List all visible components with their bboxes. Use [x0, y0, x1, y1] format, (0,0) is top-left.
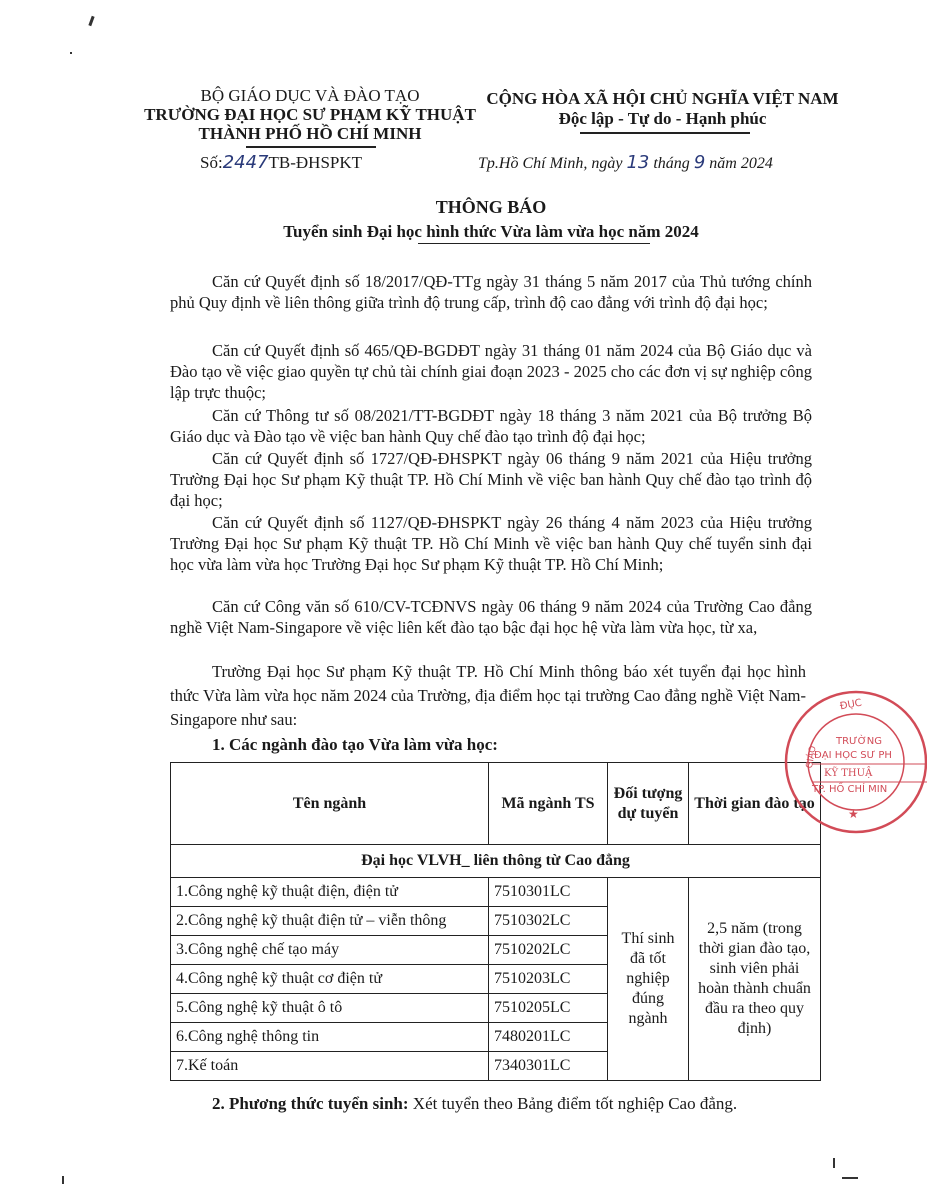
table-row [171, 878, 821, 907]
issue-date [478, 152, 773, 173]
program-name: 4.Công nghệ kỹ thuật cơ điện tử [171, 965, 489, 994]
scan-speck [833, 1158, 835, 1168]
notice-subtitle: Tuyển sinh Đại học hình thức Vừa làm vừa học năm 2024 [283, 222, 699, 241]
school-name-line2: THÀNH PHỐ HỒ CHÍ MINH [198, 124, 422, 143]
doc-no-prefix: Số: [200, 153, 223, 172]
date-month: 9 [693, 152, 706, 173]
legal-basis-5: Căn cứ Quyết định số 1127/QĐ-ĐHSPKT ngày 26 tháng 4 năm 2023 của Hiệu trưởng Trường Đại học Sư phạm Kỹ thuật TP. Hồ Chí Minh về việc ban hành Quy chế tuyển sinh đại học vừa làm vừa học Trường Đại học Sư phạm Kỹ thuật TP. Hồ Chí Minh; [170, 513, 812, 575]
official-stamp [778, 686, 927, 836]
header-program-code: Mã ngành TS [489, 763, 608, 845]
stamp-star-icon: ★ [848, 807, 859, 821]
header-duration: Thời gian đào tạo [689, 763, 821, 845]
program-name: 5.Công nghệ kỹ thuật ô tô [171, 994, 489, 1023]
section2-heading: 2. Phương thức tuyển sinh: [212, 1094, 409, 1113]
header-left-rule [246, 146, 376, 148]
table-header-row [171, 763, 821, 845]
duration-cell: 2,5 năm (trong thời gian đào tạo, sinh viên phải hoàn thành chuẩn đầu ra theo quy định) [689, 878, 821, 1081]
stamp-line3: KỸ THUẬ [824, 768, 873, 779]
target-cell: Thí sinh đã tốt nghiệp đúng ngành [608, 878, 689, 1081]
legal-basis-1: Căn cứ Quyết định số 18/2017/QĐ-TTg ngày 31 tháng 5 năm 2017 của Thủ tướng chính phủ Quy định về liên thông giữa trình độ trung cấp, trình độ cao đẳng với trình độ đại học; [170, 272, 812, 313]
program-code: 7510302LC [489, 907, 608, 936]
date-mid: tháng [653, 155, 690, 172]
program-table [170, 762, 821, 1081]
notice-title: THÔNG BÁO [435, 197, 547, 217]
program-code: 7510301LC [489, 878, 608, 907]
program-name: 1.Công nghệ kỹ thuật điện, điện tử [171, 878, 489, 907]
nation-motto: Độc lập - Tự do - Hạnh phúc [558, 109, 767, 128]
nation-name: CỘNG HÒA XÃ HỘI CHỦ NGHĨA VIỆT NAM [486, 89, 839, 108]
doc-no-suffix: TB-ĐHSPKT [268, 153, 363, 172]
stamp-ring-top: ĐỤC [839, 697, 863, 713]
program-name: 3.Công nghệ chế tạo máy [171, 936, 489, 965]
section2 [212, 1094, 737, 1114]
date-day: 13 [626, 152, 650, 173]
group-label: Đại học VLVH_ liên thông từ Cao đẳng [171, 845, 821, 878]
date-suffix: năm 2024 [709, 155, 773, 172]
document-number [200, 152, 362, 173]
program-name: 7.Kế toán [171, 1052, 489, 1081]
program-code: 7340301LC [489, 1052, 608, 1081]
scan-speck [842, 1177, 858, 1179]
announcement-paragraph: Trường Đại học Sư phạm Kỹ thuật TP. Hồ Chí Minh thông báo xét tuyển đại học hình thức Vừa làm vừa học năm 2024 của Trường, địa điểm học tại trường Cao đẳng nghề Việt Nam-Singapore như sau: [170, 662, 806, 729]
table-group-row [171, 845, 821, 878]
school-name-line1: TRƯỜNG ĐẠI HỌC SƯ PHẠM KỸ THUẬT [144, 105, 476, 124]
program-name: 6.Công nghệ thông tin [171, 1023, 489, 1052]
scan-speck [88, 16, 94, 26]
date-prefix: Tp.Hồ Chí Minh, ngày [478, 155, 623, 172]
program-code: 7510202LC [489, 936, 608, 965]
legal-basis-3: Căn cứ Thông tư số 08/2021/TT-BGDĐT ngày 18 tháng 3 năm 2021 của Bộ trưởng Bộ Giáo dục và Đào tạo về việc ban hành Quy chế đào tạo trình độ đại học; [170, 406, 812, 447]
header-program-name: Tên ngành [171, 763, 489, 845]
header-target: Đối tượng dự tuyển [608, 763, 689, 845]
section2-text: Xét tuyển theo Bảng điểm tốt nghiệp Cao đẳng. [412, 1094, 738, 1113]
legal-basis-6: Căn cứ Công văn số 610/CV-TCĐNVS ngày 06 tháng 9 năm 2024 của Trường Cao đẳng nghề Việt Nam-Singapore về việc liên kết đào tạo bậc đại học hệ vừa làm vừa học, từ xa, [170, 597, 812, 638]
program-code: 7510203LC [489, 965, 608, 994]
stamp-line1: TRƯỜNG [836, 736, 882, 747]
program-code: 7480201LC [489, 1023, 608, 1052]
program-name: 2.Công nghệ kỹ thuật điện tử – viễn thông [171, 907, 489, 936]
legal-basis-2: Căn cứ Quyết định số 465/QĐ-BGDĐT ngày 31 tháng 01 năm 2024 của Bộ Giáo dục và Đào tạo về việc giao quyền tự chủ tài chính giai đoạn 2023 - 2025 cho các đơn vị sự nghiệp công lập trực thuộc; [170, 341, 812, 403]
program-code: 7510205LC [489, 994, 608, 1023]
subtitle-underline [418, 243, 650, 244]
ministry-name: BỘ GIÁO DỤC VÀ ĐÀO TẠO [200, 86, 420, 105]
doc-no-handwritten: 2447 [222, 152, 269, 173]
stamp-line2: ĐẠI HỌC SƯ PH [814, 750, 892, 761]
stamp-line4: TP. HỒ CHÍ MIN [812, 784, 888, 795]
scan-speck [62, 1176, 64, 1184]
scan-speck [70, 52, 72, 54]
section1-heading: 1. Các ngành đào tạo Vừa làm vừa học: [212, 735, 498, 754]
stamp-ring-left: GIÁO [804, 745, 819, 770]
legal-basis-4: Căn cứ Quyết định số 1727/QĐ-ĐHSPKT ngày 06 tháng 9 năm 2021 của Hiệu trưởng Trường Đại học Sư phạm Kỹ thuật TP. Hồ Chí Minh về việc ban hành Quy chế đào tạo trình độ đại học; [170, 449, 812, 511]
motto-rule [580, 132, 750, 134]
